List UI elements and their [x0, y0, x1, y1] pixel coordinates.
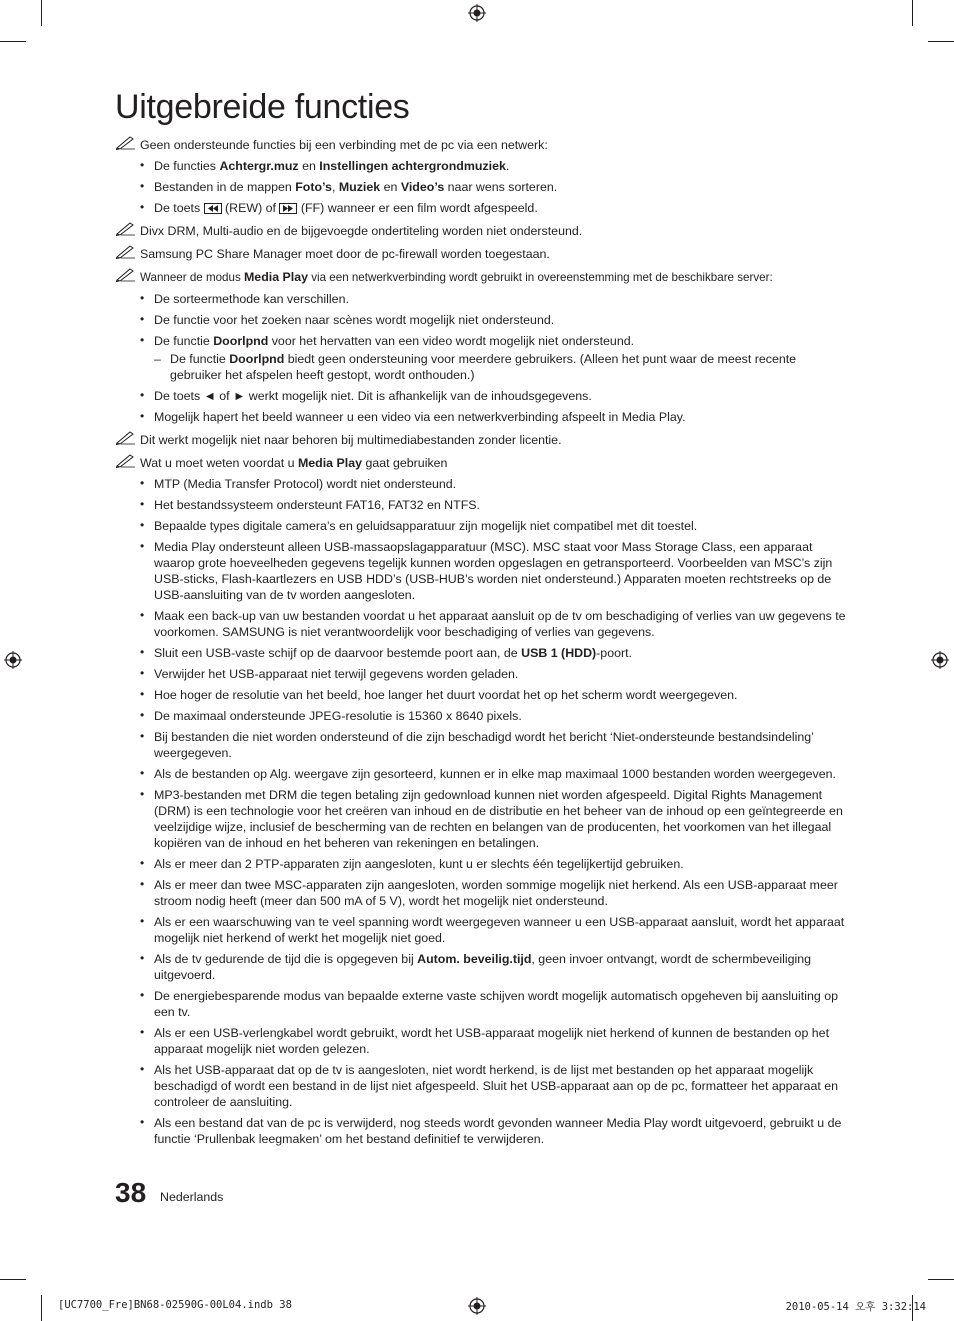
crop-mark-bottom-left-vertical	[41, 1295, 42, 1321]
list-item	[116, 291, 846, 307]
list-item	[116, 608, 846, 640]
text: MTP (Media Transfer Protocol) wordt niet ondersteund.	[154, 477, 457, 491]
text: Als het USB-apparaat dat op de tv is aangesloten, niet wordt herkend, is de lijst met bestanden op het apparaat mogelijk beschadigd of wordt een bestand in de lijst niet afgespeeld. Sluit het USB-apparaat aan op de pc, formatteer het apparaat en controleer de aansluiting.	[154, 1063, 839, 1109]
crop-mark-bottom-left-horizontal	[0, 1279, 26, 1280]
text: , geen invoer ontvangt, wordt de schermbeveiliging uitgevoerd.	[154, 952, 812, 982]
text: gaat gebruiken	[362, 456, 448, 470]
ff-button-icon	[279, 203, 297, 214]
list-item	[116, 312, 846, 328]
text: De functie	[170, 352, 230, 366]
list-item	[116, 1115, 846, 1147]
list-item	[116, 708, 846, 724]
text: De functies	[154, 159, 220, 173]
crop-mark-top-left-vertical	[41, 0, 42, 26]
pencil-note-icon	[116, 268, 136, 282]
list-item	[116, 179, 846, 195]
text: en	[298, 159, 320, 173]
text: Sluit een USB-vaste schijf op de daarvoor bestemde poort aan, de	[154, 646, 522, 660]
strong-term: Achtergr.muz	[219, 159, 299, 173]
strong-term: Foto’s	[295, 180, 332, 194]
list-item	[116, 200, 846, 216]
text: -poort.	[596, 646, 632, 660]
list-item	[116, 951, 846, 983]
text: biedt geen ondersteuning voor meerdere gebruikers. (Alleen het punt waar de meest recente gebruiker het afspelen heeft gestopt, wordt onthouden.)	[170, 352, 797, 382]
list-item	[116, 666, 846, 682]
list-item	[116, 856, 846, 872]
text: Als er meer dan 2 PTP-apparaten zijn aangesloten, kunt u er slechts één tegelijkertijd gebruiken.	[154, 857, 684, 871]
pencil-note-icon	[116, 222, 136, 236]
strong-term: Video’s	[400, 180, 445, 194]
text: MP3-bestanden met DRM die tegen betaling zijn gedownload kunnen niet worden afgespeeld. Digital Rights Management (DRM) is een technologie voor het creëren van inhoud en de distributie en het beheer van de inhoud op een geïntegreerde en veelzijdige wijze, inclusief de bescherming van de rechten en belangen van de producenten, het voorkomen van het illegaal kopiëren van de inhoud en het beheren van rekeningen en betalingen.	[154, 788, 843, 850]
page-number: 38	[115, 1177, 147, 1208]
text: Bij bestanden die niet worden ondersteund of die zijn beschadigd wordt het bericht ‘Niet-ondersteunde bestandsindeling’ weergegeven.	[154, 730, 814, 760]
note-text: Divx DRM, Multi-audio en de bijgevoegde ondertiteling worden niet ondersteund.	[140, 224, 583, 238]
rew-button-icon	[204, 203, 222, 214]
pencil-note-icon	[116, 136, 136, 150]
strong-term: Media Play	[243, 270, 309, 284]
note-text: Samsung PC Share Manager moet door de pc-firewall worden toegestaan.	[140, 247, 550, 261]
text: Als er een USB-verlengkabel wordt gebruikt, wordt het USB-apparaat mogelijk niet herkend of kunnen de bestanden op het apparaat mogelijk niet worden gelezen.	[154, 1026, 830, 1056]
list-item	[116, 988, 846, 1020]
text: en	[380, 180, 401, 194]
crop-mark-top-right-vertical	[912, 0, 913, 26]
text: Wat u moet weten voordat u	[140, 456, 298, 470]
text: Bestanden in de mappen	[154, 180, 296, 194]
list-item	[116, 729, 846, 761]
list-item	[116, 333, 846, 349]
note-item	[116, 246, 846, 262]
strong-term: Doorlpnd	[229, 352, 285, 366]
language-label: Nederlands	[160, 1190, 224, 1204]
text: Als een bestand dat van de pc is verwijderd, nog steeds wordt gevonden wanneer Media Play wordt uitgevoerd, gebruikt u de functie ‘Prullenbak leegmaken’ om het bestand definitief te verwijderen.	[154, 1116, 842, 1146]
text: De sorteermethode kan verschillen.	[154, 292, 349, 306]
strong-term: Doorlpnd	[213, 334, 269, 348]
text: (FF) wanneer er een film wordt afgespeeld.	[297, 201, 538, 215]
note-item	[116, 455, 846, 471]
text: De toets ◄ of ► werkt mogelijk niet. Dit is afhankelijk van de inhoudsgegevens.	[154, 389, 592, 403]
text: De maximaal ondersteunde JPEG-resolutie is 15360 x 8640 pixels.	[154, 709, 522, 723]
list-item	[116, 1025, 846, 1057]
list-item	[116, 1062, 846, 1110]
registration-mark-icon	[468, 4, 486, 22]
pencil-note-icon	[116, 431, 136, 445]
text: Als er een waarschuwing van te veel spanning wordt weergegeven wanneer u een USB-apparaat aansluit, wordt het apparaat mogelijk niet herkend of werkt het mogelijk niet goed.	[154, 915, 845, 945]
pencil-note-icon	[116, 454, 136, 468]
list-item	[116, 518, 846, 534]
crop-mark-top-left-horizontal	[0, 41, 26, 42]
list-item	[116, 687, 846, 703]
text: Media Play ondersteunt alleen USB-massaopslagapparatuur (MSC). MSC staat voor Mass Storage Class, een apparaat waarop grote hoeveelheden gegevens tegelijk kunnen worden opgeslagen en getransporteerd. Voorbeelden van MSC’s zijn USB-sticks, Flash-kaartlezers en USB HDD’s (USB-HUB’s worden niet ondersteund.) Apparaten moeten rechtstreeks op de USB-aansluiting van de tv worden aangesloten.	[154, 540, 833, 602]
strong-term: Autom. beveilig.tijd	[417, 952, 532, 966]
note-item	[116, 223, 846, 239]
list-item	[116, 476, 846, 492]
text: De toets	[154, 201, 204, 215]
note-item	[116, 269, 846, 286]
strong-term: USB 1 (HDD)	[521, 646, 597, 660]
text: Maak een back-up van uw bestanden voordat u het apparaat aansluit op de tv om beschadiging of verlies van uw gegevens te voorkomen. SAMSUNG is niet verantwoordelijk voor beschadiging of verlies van gegevens.	[154, 609, 846, 639]
content-body	[116, 137, 846, 1147]
text: Wanneer de modus	[140, 271, 244, 284]
text: Verwijder het USB-apparaat niet terwijl gegevens worden geladen.	[154, 667, 519, 681]
text: .	[505, 159, 510, 173]
list-item	[116, 877, 846, 909]
list-item	[116, 539, 846, 603]
strong-term: Media Play	[297, 456, 362, 470]
list-item	[116, 914, 846, 946]
text: voor het hervatten van een video wordt mogelijk niet ondersteund.	[268, 334, 635, 348]
list-item	[116, 158, 846, 174]
note-item	[116, 137, 846, 153]
text: Mogelijk hapert het beeld wanneer u een video via een netwerkverbinding afspeelt in Media Play.	[154, 410, 686, 424]
list-item	[116, 766, 846, 782]
list-item	[116, 497, 846, 513]
text: Hoe hoger de resolutie van het beeld, hoe langer het duurt voordat het op het scherm wordt weergegeven.	[154, 688, 738, 702]
print-timestamp: 2010-05-14 오후 3:32:14	[785, 1301, 926, 1313]
text: De energiebesparende modus van bepaalde externe vaste schijven wordt mogelijk automatisch opgeheven bij aansluiting op een tv.	[154, 989, 838, 1019]
page-title: Uitgebreide functies	[115, 88, 410, 126]
text: Als de tv gedurende de tijd die is opgegeven bij	[154, 952, 418, 966]
note-text: Dit werkt mogelijk niet naar behoren bij multimediabestanden zonder licentie.	[140, 433, 562, 447]
text: Als er meer dan twee MSC-apparaten zijn aangesloten, worden sommige mogelijk niet herkend. Als een USB-apparaat meer stroom nodig heeft (meer dan 500 mA of 5 V), wordt het mogelijk niet ondersteund.	[154, 878, 838, 908]
text: De functie	[154, 334, 214, 348]
text: Het bestandssysteem ondersteunt FAT16, FAT32 en NTFS.	[154, 498, 480, 512]
list-item	[116, 787, 846, 851]
strong-term: Instellingen achtergrondmuziek	[319, 159, 506, 173]
registration-mark-icon	[4, 651, 22, 669]
list-item	[116, 645, 846, 661]
note-text: Geen ondersteunde functies bij een verbinding met de pc via een netwerk:	[140, 138, 548, 152]
sub-list-item	[116, 351, 846, 383]
text: naar wens sorteren.	[444, 180, 558, 194]
text: via een netwerkverbinding wordt gebruikt in overeenstemming met de beschikbare server:	[308, 271, 773, 284]
list-item	[116, 388, 846, 404]
pencil-note-icon	[116, 245, 136, 259]
text: (REW) of	[221, 201, 280, 215]
text: ,	[331, 180, 339, 194]
text: Als de bestanden op Alg. weergave zijn gesorteerd, kunnen er in elke map maximaal 1000 bestanden worden weergegeven.	[154, 767, 836, 781]
print-file-info: [UC7700_Fre]BN68-02590G-00L04.indb 38	[58, 1299, 292, 1311]
list-item	[116, 409, 846, 425]
registration-mark-icon	[468, 1297, 486, 1315]
text: Bepaalde types digitale camera’s en geluidsapparatuur zijn mogelijk niet compatibel met dit toestel.	[154, 519, 698, 533]
text: De functie voor het zoeken naar scènes wordt mogelijk niet ondersteund.	[154, 313, 555, 327]
strong-term: Muziek	[338, 180, 381, 194]
crop-mark-top-right-horizontal	[928, 41, 954, 42]
crop-mark-bottom-right-horizontal	[928, 1279, 954, 1280]
registration-mark-icon	[931, 651, 949, 669]
note-item	[116, 432, 846, 448]
